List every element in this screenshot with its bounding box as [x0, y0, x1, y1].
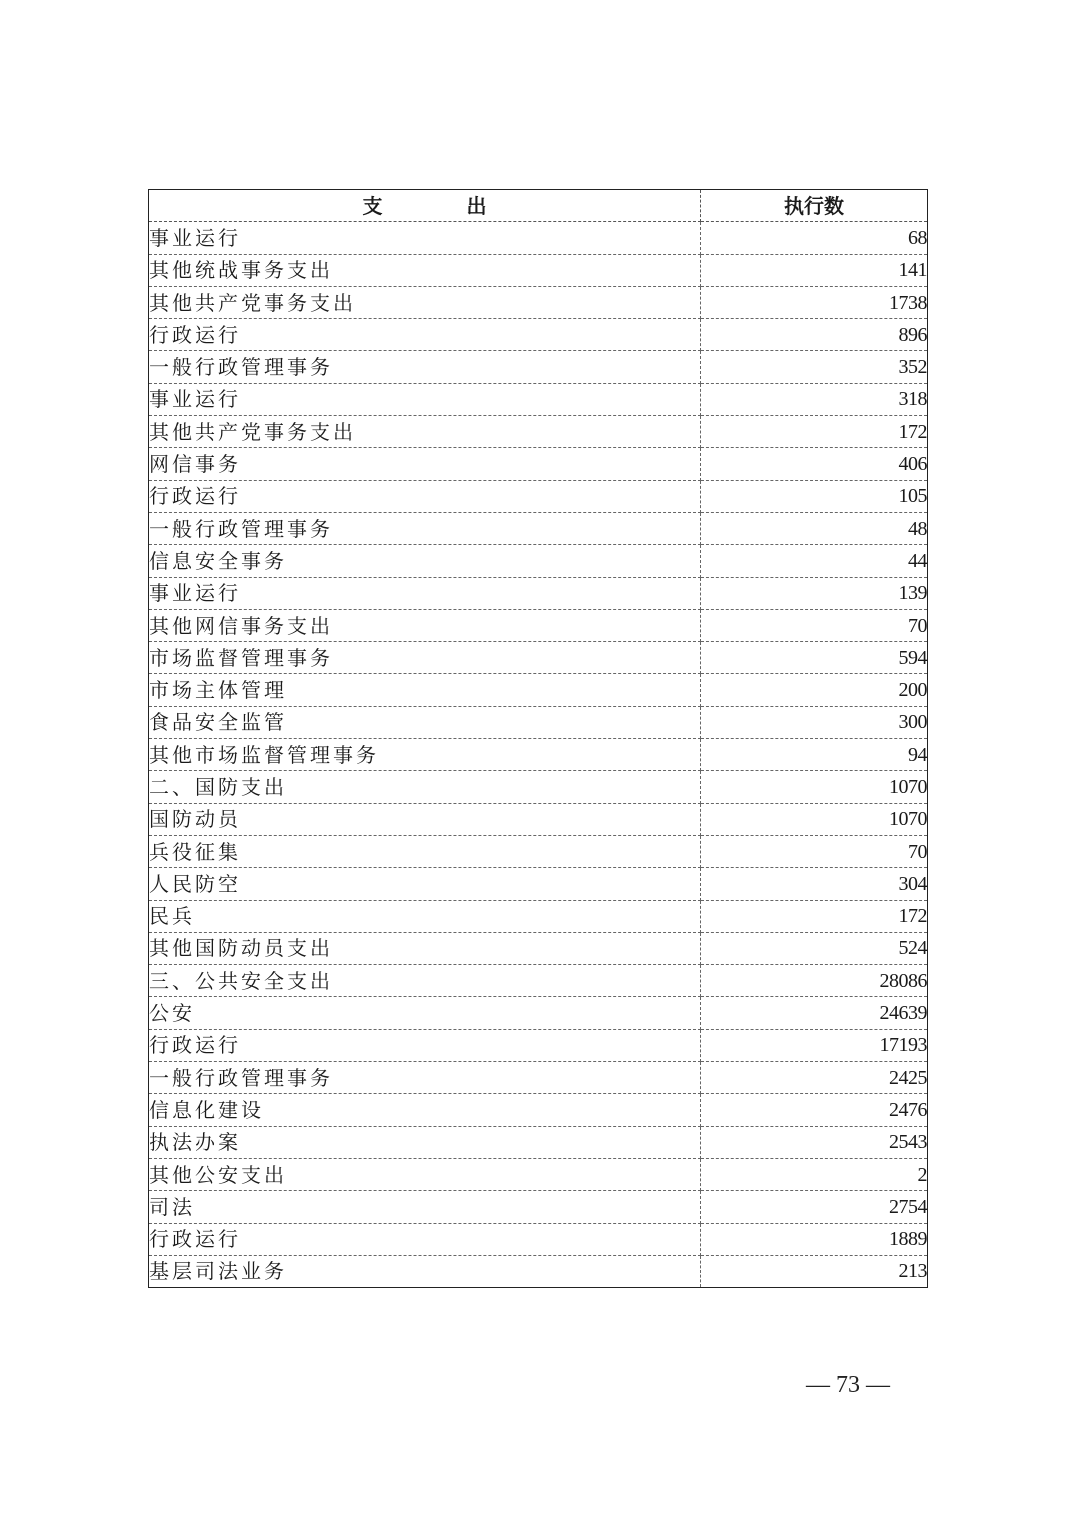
- expenditure-item-value: 2: [701, 1158, 928, 1190]
- expenditure-item-value: 896: [701, 319, 928, 351]
- expenditure-item-name: 其他共产党事务支出: [149, 416, 701, 448]
- expenditure-item-value: 70: [701, 609, 928, 641]
- expenditure-item-value: 172: [701, 900, 928, 932]
- expenditure-item-name: 国防动员: [149, 803, 701, 835]
- expenditure-item-name: 其他公安支出: [149, 1158, 701, 1190]
- table-row: [149, 965, 928, 997]
- table-row: [149, 286, 928, 318]
- expenditure-item-name: 信息化建设: [149, 1094, 701, 1126]
- table-row: [149, 545, 928, 577]
- expenditure-item-name: 其他市场监督管理事务: [149, 739, 701, 771]
- table-row: [149, 1255, 928, 1287]
- expenditure-table: [148, 189, 928, 1288]
- table-row: [149, 351, 928, 383]
- header-expenditure: 支出: [149, 190, 701, 222]
- expenditure-item-value: 594: [701, 642, 928, 674]
- table-row: [149, 1191, 928, 1223]
- expenditure-item-value: 406: [701, 448, 928, 480]
- table-row: [149, 512, 928, 544]
- expenditure-item-value: 1889: [701, 1223, 928, 1255]
- expenditure-item-value: 141: [701, 254, 928, 286]
- table-header-row: [149, 190, 928, 222]
- expenditure-item-name: 事业运行: [149, 577, 701, 609]
- expenditure-item-name: 其他共产党事务支出: [149, 286, 701, 318]
- expenditure-item-value: 172: [701, 416, 928, 448]
- expenditure-item-value: 105: [701, 480, 928, 512]
- table-row: [149, 1158, 928, 1190]
- expenditure-item-value: 2476: [701, 1094, 928, 1126]
- table-row: [149, 932, 928, 964]
- expenditure-item-name: 行政运行: [149, 1223, 701, 1255]
- expenditure-item-name: 人民防空: [149, 868, 701, 900]
- expenditure-item-name: 市场监督管理事务: [149, 642, 701, 674]
- expenditure-item-value: 300: [701, 706, 928, 738]
- expenditure-item-name: 行政运行: [149, 1029, 701, 1061]
- table-row: [149, 1223, 928, 1255]
- page-number: — 73 —: [806, 1372, 890, 1398]
- expenditure-item-name: 一般行政管理事务: [149, 512, 701, 544]
- table-row: [149, 448, 928, 480]
- expenditure-item-value: 2425: [701, 1062, 928, 1094]
- expenditure-item-name: 一般行政管理事务: [149, 1062, 701, 1094]
- expenditure-item-name: 二、国防支出: [149, 771, 701, 803]
- table-row: [149, 868, 928, 900]
- expenditure-item-value: 524: [701, 932, 928, 964]
- expenditure-item-name: 行政运行: [149, 319, 701, 351]
- table-row: [149, 1029, 928, 1061]
- table-row: [149, 577, 928, 609]
- table-row: [149, 835, 928, 867]
- expenditure-item-value: 48: [701, 512, 928, 544]
- expenditure-item-value: 352: [701, 351, 928, 383]
- table-row: [149, 319, 928, 351]
- expenditure-item-value: 44: [701, 545, 928, 577]
- expenditure-item-name: 事业运行: [149, 222, 701, 254]
- expenditure-item-value: 24639: [701, 997, 928, 1029]
- table-row: [149, 997, 928, 1029]
- expenditure-item-name: 三、公共安全支出: [149, 965, 701, 997]
- table-row: [149, 1094, 928, 1126]
- table-row: [149, 706, 928, 738]
- expenditure-item-name: 事业运行: [149, 383, 701, 415]
- expenditure-item-name: 行政运行: [149, 480, 701, 512]
- expenditure-item-value: 318: [701, 383, 928, 415]
- expenditure-item-name: 公安: [149, 997, 701, 1029]
- table-row: [149, 609, 928, 641]
- expenditure-item-name: 信息安全事务: [149, 545, 701, 577]
- expenditure-item-value: 213: [898, 1260, 927, 1283]
- expenditure-item-name: 基层司法业务: [149, 1255, 701, 1287]
- expenditure-item-name: 司法: [149, 1191, 701, 1223]
- expenditure-item-value: 17193: [701, 1029, 928, 1061]
- expenditure-item-value: 2543: [701, 1126, 928, 1158]
- expenditure-item-value: 68: [701, 222, 928, 254]
- expenditure-item-name: 一般行政管理事务: [149, 351, 701, 383]
- expenditure-item-value: 200: [701, 674, 928, 706]
- expenditure-item-name: 其他网信事务支出: [149, 609, 701, 641]
- table-row: [149, 416, 928, 448]
- table-row: [149, 1062, 928, 1094]
- table-row: [149, 383, 928, 415]
- expenditure-item-value: 2754: [701, 1191, 928, 1223]
- expenditure-item-name: 其他统战事务支出: [149, 254, 701, 286]
- expenditure-item-value: 94: [701, 739, 928, 771]
- expenditure-item-value: 139: [701, 577, 928, 609]
- expenditure-item-name: 网信事务: [149, 448, 701, 480]
- table-row: [149, 254, 928, 286]
- table-row: [149, 739, 928, 771]
- table-row: [149, 803, 928, 835]
- expenditure-item-name: 执法办案: [149, 1126, 701, 1158]
- expenditure-item-name: 民兵: [149, 900, 701, 932]
- expenditure-item-value: 1070: [701, 771, 928, 803]
- header-executed-amount: 执行数: [701, 190, 928, 222]
- expenditure-item-name: 其他国防动员支出: [149, 932, 701, 964]
- expenditure-item-name: 食品安全监管: [149, 706, 701, 738]
- table-row: [149, 222, 928, 254]
- expenditure-item-value: 1070: [701, 803, 928, 835]
- expenditure-item-value: 1738: [701, 286, 928, 318]
- table-row: [149, 674, 928, 706]
- table-row: [149, 1126, 928, 1158]
- expenditure-item-value: 28086: [701, 965, 928, 997]
- table-body: [149, 222, 928, 1288]
- expenditure-item-value: 70: [701, 835, 928, 867]
- table-row: [149, 642, 928, 674]
- table-row: [149, 480, 928, 512]
- expenditure-item-value: 304: [701, 868, 928, 900]
- table-row: [149, 771, 928, 803]
- expenditure-item-name: 市场主体管理: [149, 674, 701, 706]
- expenditure-item-name: 兵役征集: [149, 835, 701, 867]
- table-row: [149, 900, 928, 932]
